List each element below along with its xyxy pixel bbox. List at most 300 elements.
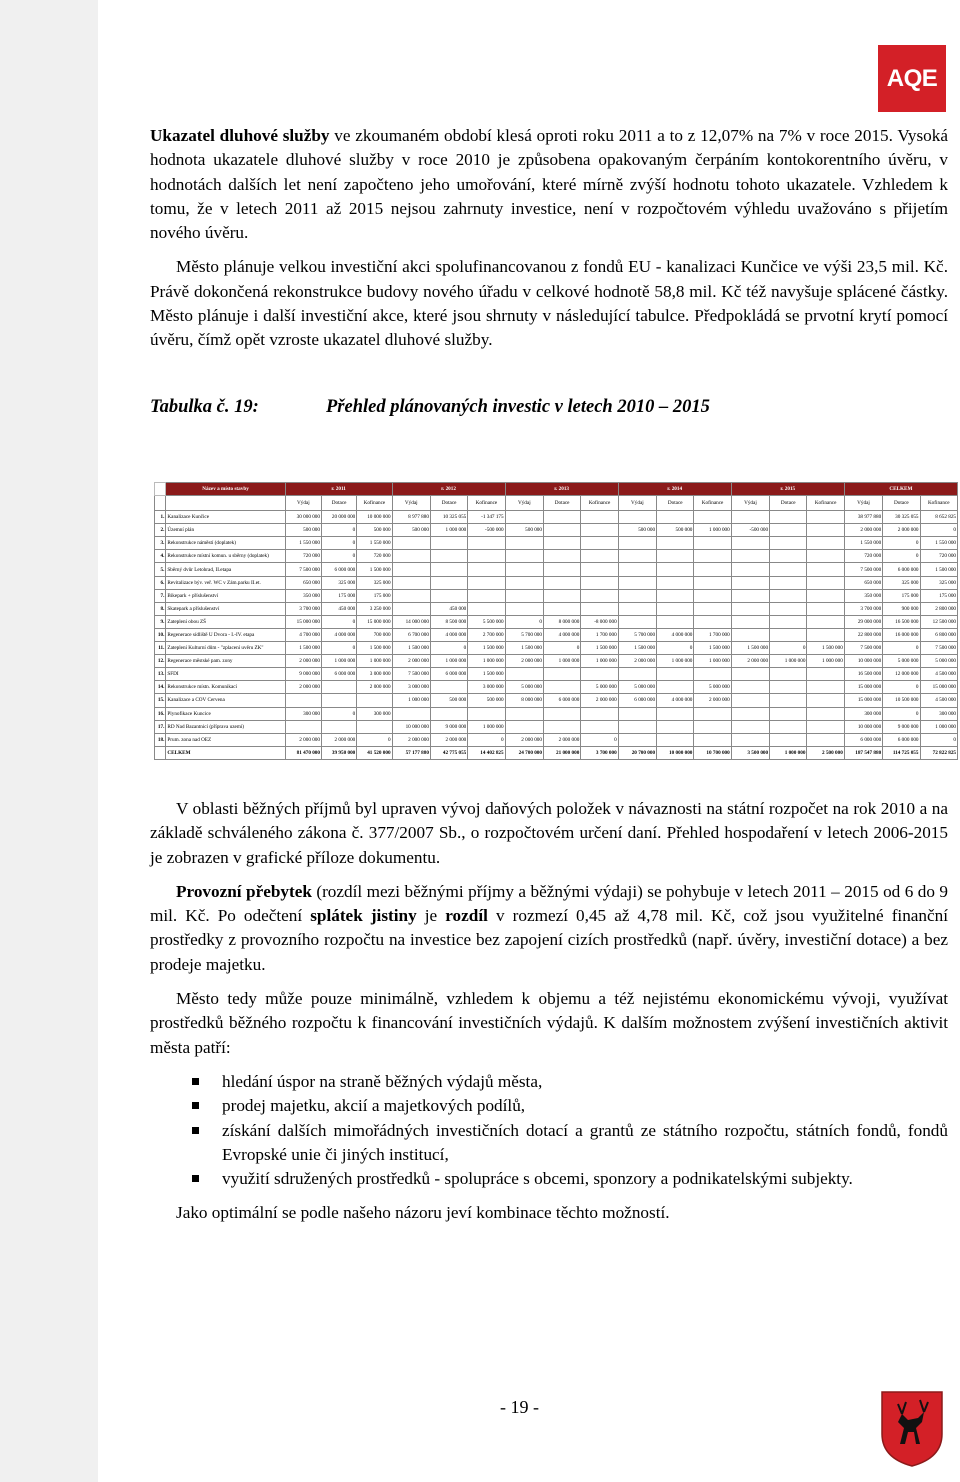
table-cell xyxy=(321,681,356,694)
table-cell: 4 000 000 xyxy=(543,628,580,641)
table-cell: 2 000 000 xyxy=(581,694,618,707)
table-cell: 16 500 000 xyxy=(883,615,920,628)
row-name-cell: Plynofikace Kuncice xyxy=(166,707,285,720)
table-cell xyxy=(468,537,505,550)
table-cell: 500 000 xyxy=(618,524,656,537)
table-cell: 38 977 880 xyxy=(844,511,882,524)
subheader-cell: Výdaj xyxy=(731,496,769,511)
table-cell: 0 xyxy=(468,733,505,746)
table-cell: 350 000 xyxy=(844,589,882,602)
table-cell xyxy=(543,563,580,576)
table-cell xyxy=(392,602,430,615)
table-cell: 8 977 880 xyxy=(392,511,430,524)
header-year-cell: r. 2011 xyxy=(285,483,392,496)
table-cell: 4 000 000 xyxy=(430,628,467,641)
total-cell: 2 500 000 xyxy=(807,746,844,759)
table-cell: 7 500 000 xyxy=(392,668,430,681)
table-cell: 2 000 000 xyxy=(357,681,392,694)
list-item xyxy=(150,1094,948,1118)
table-cell: 1 000 000 xyxy=(657,655,694,668)
total-cell: 14 402 825 xyxy=(468,746,505,759)
table-cell: 16 000 000 xyxy=(883,628,920,641)
table-cell: 30 000 000 xyxy=(285,511,321,524)
table-cell xyxy=(581,537,618,550)
table-subheader-row xyxy=(155,496,958,511)
table-cell: 3 250 000 xyxy=(357,602,392,615)
table-cell xyxy=(770,563,807,576)
header-name-cell: Název a místo stavby xyxy=(166,483,285,496)
table-cell xyxy=(618,733,656,746)
table-cell xyxy=(657,668,694,681)
table-cell xyxy=(657,733,694,746)
total-cell: 114 725 055 xyxy=(883,746,920,759)
table-cell xyxy=(430,707,467,720)
table-cell: 5 700 000 xyxy=(618,628,656,641)
table-cell: 1 000 000 xyxy=(920,720,958,733)
subheader-cell: Výdaj xyxy=(392,496,430,511)
subheader-cell: Výdaj xyxy=(505,496,543,511)
table-cell: -8 000 000 xyxy=(581,615,618,628)
row-name-cell: Územní plán xyxy=(166,524,285,537)
paragraph-conclusion: Jako optimální se podle našeho názoru jeví kombinace těchto možností. xyxy=(176,1203,670,1223)
row-number-cell: 10. xyxy=(155,628,166,641)
table-cell xyxy=(770,537,807,550)
row-number-cell: 11. xyxy=(155,642,166,655)
bottom-text xyxy=(150,797,948,1226)
principal-term: splátek jistiny xyxy=(310,906,417,926)
table-cell xyxy=(430,550,467,563)
table-cell: 4 000 000 xyxy=(321,628,356,641)
table-cell: 0 xyxy=(883,681,920,694)
table-cell: 300 000 xyxy=(920,707,958,720)
table-cell: 2 800 000 xyxy=(920,602,958,615)
left-margin-bar xyxy=(0,0,98,1482)
table-cell xyxy=(807,615,844,628)
subheader-cell: Dotace xyxy=(543,496,580,511)
table-cell xyxy=(430,681,467,694)
table-cell: 12 500 000 xyxy=(920,615,958,628)
subheader-cell: Výdaj xyxy=(285,496,321,511)
row-number-cell: 2. xyxy=(155,524,166,537)
row-name-cell: Kanalizace Kunčice xyxy=(166,511,285,524)
row-number-cell: 12. xyxy=(155,655,166,668)
subheader-cell: Dotace xyxy=(657,496,694,511)
table-cell: 2 000 000 xyxy=(285,681,321,694)
table-cell: 8 000 000 xyxy=(543,615,580,628)
table-row xyxy=(155,537,958,550)
table-cell xyxy=(731,694,769,707)
subheader-cell: Kofinance xyxy=(468,496,505,511)
table-cell xyxy=(543,720,580,733)
table-cell: 30 325 055 xyxy=(883,511,920,524)
table-cell xyxy=(770,668,807,681)
table-cell: 0 xyxy=(581,733,618,746)
row-name-cell: Revitalizace býv. veř. WC v Zám.parku II.et. xyxy=(166,576,285,589)
table-cell xyxy=(770,576,807,589)
table-cell xyxy=(770,589,807,602)
row-number-cell: 3. xyxy=(155,537,166,550)
table-cell: 15 000 000 xyxy=(844,681,882,694)
table-cell xyxy=(807,602,844,615)
table-row xyxy=(155,563,958,576)
table-cell xyxy=(731,550,769,563)
table-cell xyxy=(468,550,505,563)
table-cell: 2 000 000 xyxy=(321,733,356,746)
table-cell xyxy=(694,602,731,615)
table-row xyxy=(155,589,958,602)
table-cell xyxy=(430,563,467,576)
total-cell: 21 000 000 xyxy=(543,746,580,759)
table-cell xyxy=(657,707,694,720)
table-row xyxy=(155,576,958,589)
table-cell: 1 550 000 xyxy=(920,537,958,550)
table-cell: 1 000 000 xyxy=(392,694,430,707)
table-cell xyxy=(807,524,844,537)
table-cell xyxy=(807,681,844,694)
table-cell xyxy=(505,576,543,589)
row-number-cell: 9. xyxy=(155,615,166,628)
table-cell: 4 000 000 xyxy=(657,694,694,707)
row-number-cell: 16. xyxy=(155,707,166,720)
paragraph-options: Město tedy může pouze minimálně, vzhledem k objemu a též nejistému ekonomickému vývoji, využívat prostředků běžného rozpočtu k financování investičních výdajů. K dalším možnostem zvýšení investičních aktivit města patří: xyxy=(150,989,948,1057)
table-cell: 1 500 000 xyxy=(357,563,392,576)
subheader-blank-cell xyxy=(166,496,285,511)
table-cell xyxy=(657,602,694,615)
table-row xyxy=(155,707,958,720)
row-name-cell: Skatepark a příslušenství xyxy=(166,602,285,615)
table-row xyxy=(155,550,958,563)
subheader-cell: Kofinance xyxy=(920,496,958,511)
table-cell xyxy=(543,681,580,694)
table-cell xyxy=(285,694,321,707)
table-cell xyxy=(657,589,694,602)
table-cell: 1 000 000 xyxy=(770,655,807,668)
table-cell xyxy=(694,550,731,563)
table-cell xyxy=(618,511,656,524)
table-cell xyxy=(731,615,769,628)
table-cell: 175 000 xyxy=(321,589,356,602)
table-cell: 325 000 xyxy=(357,576,392,589)
table-cell xyxy=(392,563,430,576)
table-cell xyxy=(618,589,656,602)
table-cell: 1 500 000 xyxy=(920,563,958,576)
table-cell: 700 000 xyxy=(357,628,392,641)
table-row xyxy=(155,602,958,615)
subheader-cell: Kofinance xyxy=(807,496,844,511)
table-cell xyxy=(285,720,321,733)
table-cell: 4 500 000 xyxy=(920,668,958,681)
table-cell xyxy=(618,615,656,628)
total-cell: 81 470 000 xyxy=(285,746,321,759)
table-cell xyxy=(807,668,844,681)
table-cell: 8 500 000 xyxy=(430,615,467,628)
table-cell: 0 xyxy=(770,642,807,655)
table-cell: 6 000 000 xyxy=(883,733,920,746)
aqe-logo-icon: AQE xyxy=(878,45,946,112)
table-cell xyxy=(731,602,769,615)
table-cell: 10 000 000 xyxy=(844,720,882,733)
table-cell: 6 800 000 xyxy=(920,628,958,641)
table-cell: 5 000 000 xyxy=(694,681,731,694)
table-cell: -1 347 175 xyxy=(468,511,505,524)
table-cell xyxy=(430,576,467,589)
table-cell: 6 000 000 xyxy=(321,563,356,576)
table-cell xyxy=(731,668,769,681)
table-cell: 500 000 xyxy=(285,524,321,537)
table-cell: 1 500 000 xyxy=(392,642,430,655)
table-cell: 2 000 000 xyxy=(430,733,467,746)
table-cell: 2 000 000 xyxy=(392,655,430,668)
table-cell xyxy=(468,589,505,602)
table-cell: 500 000 xyxy=(430,694,467,707)
table-cell: 0 xyxy=(321,615,356,628)
surplus-text-1: (rozdíl mezi běžnými příjmy a běžnými výdaji) se pohybuje v letech 2011 – 2015 od 6 do 9 mil. Kč. Po odečtení xyxy=(150,881,948,926)
table-cell xyxy=(543,511,580,524)
row-number-cell: 7. xyxy=(155,589,166,602)
table-cell: 2 000 000 xyxy=(505,655,543,668)
total-cell: 20 700 000 xyxy=(618,746,656,759)
table-cell: 15 000 000 xyxy=(285,615,321,628)
table-cell xyxy=(657,511,694,524)
table-cell xyxy=(543,602,580,615)
table-cell: 6 000 000 xyxy=(321,668,356,681)
table-cell xyxy=(694,668,731,681)
subheader-cell: Dotace xyxy=(883,496,920,511)
row-name-cell: Rekonstrukce místní komun. u sběrny (doplatek) xyxy=(166,550,285,563)
table-cell xyxy=(694,615,731,628)
table-cell: 0 xyxy=(357,733,392,746)
table-cell: 720 000 xyxy=(844,550,882,563)
table-cell xyxy=(807,628,844,641)
table-cell: 2 000 000 xyxy=(392,733,430,746)
row-number-cell: 4. xyxy=(155,550,166,563)
total-cell: 3 700 000 xyxy=(581,746,618,759)
table-cell xyxy=(543,550,580,563)
table-cell: 5 700 000 xyxy=(505,628,543,641)
row-number-cell: 13. xyxy=(155,668,166,681)
table-caption-title: Přehled plánovaných investic v letech 2010 – 2015 xyxy=(326,396,710,417)
investment-table xyxy=(154,482,958,760)
table-cell: 0 xyxy=(505,615,543,628)
table-cell: 1 500 000 xyxy=(285,642,321,655)
table-cell: 10 000 000 xyxy=(392,720,430,733)
table-cell: 1 000 000 xyxy=(468,655,505,668)
table-cell: 0 xyxy=(883,642,920,655)
table-cell xyxy=(731,720,769,733)
row-number-cell: 1. xyxy=(155,511,166,524)
table-cell: 3 700 000 xyxy=(844,602,882,615)
table-cell: 2 000 000 xyxy=(618,655,656,668)
list-item-text: získání dalších mimořádných investičních dotací a grantů ze státního rozpočtu, státních fondů, fondů Evropské unie či jiných institucí, xyxy=(222,1120,948,1164)
table-cell xyxy=(618,720,656,733)
table-cell: 15 000 000 xyxy=(357,615,392,628)
row-number-cell: 14. xyxy=(155,681,166,694)
table-cell: 1 700 000 xyxy=(581,628,618,641)
surplus-term: Provozní přebytek xyxy=(176,881,312,901)
table-cell: 175 000 xyxy=(920,589,958,602)
table-cell xyxy=(581,720,618,733)
table-cell xyxy=(770,628,807,641)
table-cell: 500 000 xyxy=(657,524,694,537)
table-cell: 325 000 xyxy=(883,576,920,589)
table-cell xyxy=(770,511,807,524)
table-cell xyxy=(657,720,694,733)
table-cell xyxy=(581,589,618,602)
table-cell xyxy=(770,733,807,746)
table-cell: 15 000 000 xyxy=(920,681,958,694)
page-number: - 19 - xyxy=(500,1397,539,1417)
table-cell: 450 000 xyxy=(430,602,467,615)
table-cell xyxy=(694,537,731,550)
deer-crest-icon xyxy=(878,1388,946,1468)
total-cell: 3 500 000 xyxy=(731,746,769,759)
header-year-cell: r. 2012 xyxy=(392,483,505,496)
table-cell: 0 xyxy=(657,642,694,655)
table-cell xyxy=(807,720,844,733)
table-cell xyxy=(770,550,807,563)
table-cell xyxy=(321,694,356,707)
row-name-cell: Bikepark + příslušenství xyxy=(166,589,285,602)
table-cell: 1 500 000 xyxy=(731,642,769,655)
table-cell: 16 500 000 xyxy=(844,668,882,681)
table-cell: 3 000 000 xyxy=(468,681,505,694)
table-cell: 6 000 000 xyxy=(883,563,920,576)
table-cell: 10 000 000 xyxy=(844,655,882,668)
table-cell xyxy=(807,511,844,524)
table-cell xyxy=(694,576,731,589)
table-cell: 6 700 000 xyxy=(392,628,430,641)
table-cell xyxy=(505,707,543,720)
table-cell xyxy=(392,537,430,550)
row-name-cell: Zateplení obou ZŠ xyxy=(166,615,285,628)
table-cell xyxy=(694,511,731,524)
table-cell: 10 000 000 xyxy=(357,511,392,524)
table-cell xyxy=(468,576,505,589)
table-cell: 29 000 000 xyxy=(844,615,882,628)
bullet-square-icon xyxy=(192,1127,199,1134)
subheader-cell: Dotace xyxy=(770,496,807,511)
table-cell: 6 000 000 xyxy=(543,694,580,707)
table-cell: 0 xyxy=(883,550,920,563)
paragraph-revenue: V oblasti běžných příjmů byl upraven vývoj daňových položek v návaznosti na státní rozpočet na rok 2010 a na základě schváleného zákona č. 377/2007 Sb., o rozpočtovém určení daní. Přehled hospodaření v letech 2006-2015 je zobrazen v grafické příloze dokumentu. xyxy=(150,799,948,867)
table-cell: 0 xyxy=(321,537,356,550)
table-cell xyxy=(505,720,543,733)
table-cell: 4 000 000 xyxy=(657,628,694,641)
table-cell xyxy=(505,668,543,681)
table-cell: 9 000 000 xyxy=(285,668,321,681)
table-cell: 300 000 xyxy=(844,707,882,720)
table-cell: 900 000 xyxy=(883,602,920,615)
table-cell xyxy=(505,602,543,615)
table-cell xyxy=(357,694,392,707)
table-cell: 10 325 055 xyxy=(430,511,467,524)
table-cell: 7 500 000 xyxy=(844,563,882,576)
header-year-cell: r. 2015 xyxy=(731,483,844,496)
bullet-square-icon xyxy=(192,1078,199,1085)
table-cell: 2 000 000 xyxy=(694,694,731,707)
row-name-cell: Zateplení Kulturní dům - "zplacení uvěru ZK" xyxy=(166,642,285,655)
table-cell xyxy=(694,720,731,733)
table-row xyxy=(155,681,958,694)
table-caption-label: Tabulka č. 19: xyxy=(150,396,259,417)
table-cell: 14 000 000 xyxy=(392,615,430,628)
table-caption xyxy=(150,395,948,419)
table-cell: 1 000 000 xyxy=(430,524,467,537)
table-cell: 8 652 825 xyxy=(920,511,958,524)
top-text xyxy=(150,124,948,419)
table-cell xyxy=(731,589,769,602)
total-blank-cell xyxy=(155,746,166,759)
table-cell xyxy=(321,720,356,733)
table-cell xyxy=(657,681,694,694)
table-row xyxy=(155,524,958,537)
table-header-row xyxy=(155,483,958,496)
table-cell: 2 000 000 xyxy=(505,733,543,746)
table-cell xyxy=(694,733,731,746)
surplus-text-3: v rozmezí 0,45 až 4,78 mil. Kč, což jsou využitelné finanční prostředky z provozního rozpočtu na investice bez zapojení cizích prostředků (např. úvěry, investiční dotace) a bez prodeje majetku. xyxy=(150,906,949,974)
table-cell xyxy=(618,668,656,681)
table-cell: 1 000 000 xyxy=(581,655,618,668)
table-cell: 1 000 000 xyxy=(321,655,356,668)
table-cell xyxy=(392,589,430,602)
table-cell xyxy=(731,733,769,746)
header-year-cell: r. 2013 xyxy=(505,483,618,496)
table-cell: 3 700 000 xyxy=(285,602,321,615)
paragraph-debt-service xyxy=(150,124,948,245)
list-item-text: prodej majetku, akcií a majetkových podílů, xyxy=(222,1096,526,1116)
paragraph-operating-surplus xyxy=(150,880,948,977)
table-cell xyxy=(505,589,543,602)
table-cell: 15 000 000 xyxy=(844,694,882,707)
table-cell xyxy=(731,628,769,641)
surplus-text-2: je xyxy=(416,906,446,926)
table-cell: 6 000 000 xyxy=(844,733,882,746)
table-cell xyxy=(618,550,656,563)
row-number-cell: 15. xyxy=(155,694,166,707)
table-cell xyxy=(543,707,580,720)
paragraph-investment-plan: Město plánuje velkou investiční akci spolufinancovanou z fondů EU - kanalizaci Kunčice ve výši 23,5 mil. Kč. Právě dokončená rekonstrukce budovy nového úřadu v celkové hodnotě 58,8 mil. Kč též navyšuje splácené částky. Město plánuje i další investiční akce, které jsou shrnuty v následující tabulce. Předpokládá se prvotní krytí pomocí úvěru, čímž opět vzroste ukazatel dluhové služby. xyxy=(150,257,948,350)
table-cell xyxy=(807,576,844,589)
row-name-cell: Regenerace sídliště U Dvora - I.-IV. etapa xyxy=(166,628,285,641)
table-cell: 1 000 000 xyxy=(468,720,505,733)
table-cell xyxy=(430,589,467,602)
table-cell: 0 xyxy=(321,524,356,537)
subheader-cell: Výdaj xyxy=(844,496,882,511)
table-cell: 3 000 000 xyxy=(357,668,392,681)
total-cell: 39 950 000 xyxy=(321,746,356,759)
table-cell: 5 000 000 xyxy=(920,655,958,668)
list-item-text: využití sdružených prostředků - spolupráce s obcemi, sponzory a podnikatelskými subjekty. xyxy=(222,1169,853,1189)
table-cell: 5 000 000 xyxy=(883,655,920,668)
table-cell xyxy=(581,524,618,537)
table-cell: 325 000 xyxy=(321,576,356,589)
table-cell: 5 500 000 xyxy=(468,615,505,628)
row-number-cell: 6. xyxy=(155,576,166,589)
subheader-cell: Kofinance xyxy=(357,496,392,511)
subheader-cell: Kofinance xyxy=(581,496,618,511)
table-cell xyxy=(807,589,844,602)
table-cell: 650 000 xyxy=(844,576,882,589)
table-cell xyxy=(731,511,769,524)
table-cell: 5 000 000 xyxy=(618,681,656,694)
table-cell: 1 550 000 xyxy=(285,537,321,550)
table-cell xyxy=(807,707,844,720)
table-cell xyxy=(581,707,618,720)
table-cell: 2 000 000 xyxy=(285,733,321,746)
table-cell: 20 000 000 xyxy=(321,511,356,524)
table-cell: 1 000 000 xyxy=(807,655,844,668)
table-cell xyxy=(807,733,844,746)
